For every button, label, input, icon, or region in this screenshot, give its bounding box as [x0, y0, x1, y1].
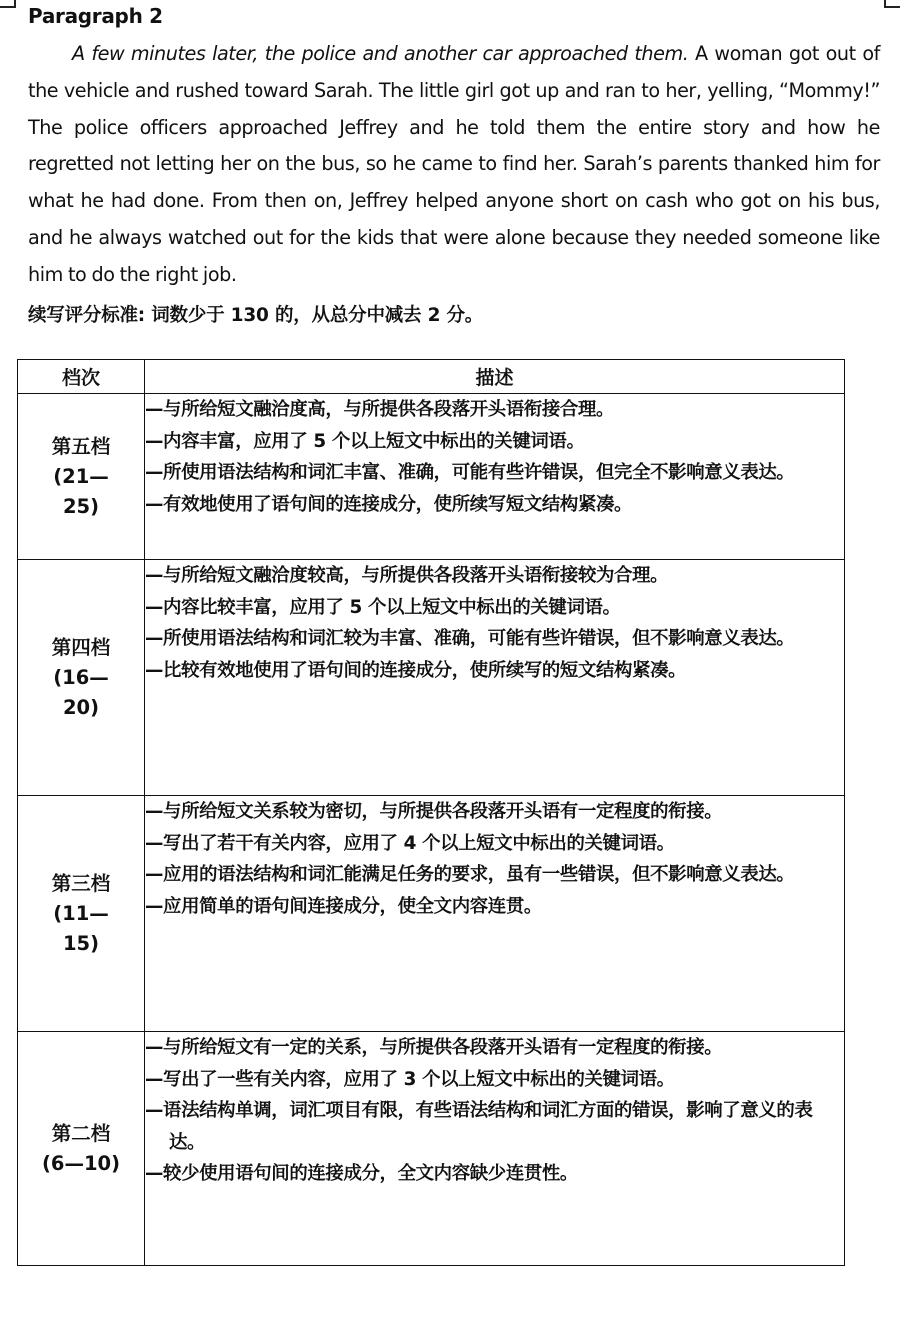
criterion-item: —所使用语法结构和词汇丰富、准确，可能有些许错误，但完全不影响意义表达。 — [145, 462, 795, 483]
description-cell — [145, 560, 845, 796]
level-cell — [18, 394, 145, 560]
criterion-item: —较少使用语句间的连接成分，全文内容缺少连贯性。 — [145, 1163, 578, 1184]
description-cell — [145, 796, 845, 1032]
scoring-rubric-table — [17, 359, 845, 1266]
criterion-item: —应用的语法结构和词汇能满足任务的要求，虽有一些错误，但不影响意义表达。 — [145, 864, 795, 885]
level-name: 第三档 — [51, 871, 111, 895]
header-level: 档次 — [18, 360, 145, 394]
story-paragraph — [28, 36, 880, 294]
criterion-item: —写出了一些有关内容，应用了 3 个以上短文中标出的关键词语。 — [145, 1068, 675, 1090]
criterion-item: —与所给短文融洽度较高，与所提供各段落开头语衔接较为合理。 — [145, 565, 669, 586]
description-cell — [145, 1032, 845, 1266]
table-row — [18, 1032, 845, 1266]
criterion-item: —写出了若干有关内容，应用了 4 个以上短文中标出的关键词语。 — [145, 832, 675, 854]
description-cell — [145, 394, 845, 560]
header-description: 描述 — [145, 360, 845, 394]
paragraph-lead-sentence: A few minutes later, the police and another car approached them. — [72, 42, 689, 65]
level-range: (16—20) — [53, 665, 109, 719]
criterion-item: —所使用语法结构和词汇较为丰富、准确，可能有些许错误，但不影响意义表达。 — [145, 628, 795, 649]
criterion-item: —内容比较丰富，应用了 5 个以上短文中标出的关键词语。 — [145, 596, 621, 618]
criterion-item: —与所给短文有一定的关系，与所提供各段落开头语有一定程度的衔接。 — [145, 1037, 723, 1058]
level-range: (11—15) — [53, 901, 109, 955]
level-cell — [18, 560, 145, 796]
level-cell — [18, 796, 145, 1032]
criterion-item: —内容丰富，应用了 5 个以上短文中标出的关键词语。 — [145, 430, 585, 452]
crop-mark-left — [0, 0, 16, 8]
level-cell — [18, 1032, 145, 1266]
paragraph-body: A woman got out of the vehicle and rushed toward Sarah. The little girl got up and ran to her, yelling, “Mommy!” The police officers approached Jeffrey and he told them the entire story and how he regretted not letting her on the bus, so he came to find her. Sarah’s parents thanked him for what he had done. From then on, Jeffrey helped anyone short on cash who got on his bus, and he always watched out for the kids that were alone because they needed someone like him to do the right job. — [28, 42, 880, 286]
criterion-item: —与所给短文融洽度高，与所提供各段落开头语衔接合理。 — [145, 399, 615, 420]
criterion-item: —与所给短文关系较为密切，与所提供各段落开头语有一定程度的衔接。 — [145, 801, 723, 822]
scoring-criteria-note: 续写评分标准: 词数少于 130 的，从总分中减去 2 分。 — [28, 305, 484, 326]
level-range: (6—10) — [41, 1151, 121, 1175]
criterion-item: —有效地使用了语句间的连接成分，使所续写短文结构紧凑。 — [145, 493, 633, 515]
table-row — [18, 796, 845, 1032]
table-row — [18, 560, 845, 796]
table-header-row — [18, 360, 845, 394]
level-name: 第五档 — [51, 434, 111, 458]
paragraph-heading: Paragraph 2 — [28, 4, 163, 28]
table-row — [18, 394, 845, 560]
crop-mark-right — [884, 0, 900, 8]
level-range: (21—25) — [53, 464, 109, 518]
criterion-item: —语法结构单调，词汇项目有限，有些语法结构和词汇方面的错误，影响了意义的表达。 — [145, 1100, 813, 1153]
criterion-item: —比较有效地使用了语句间的连接成分，使所续写的短文结构紧凑。 — [145, 659, 687, 681]
level-name: 第四档 — [51, 635, 111, 659]
level-name: 第二档 — [51, 1121, 111, 1145]
criterion-item: —应用简单的语句间连接成分，使全文内容连贯。 — [145, 895, 542, 917]
